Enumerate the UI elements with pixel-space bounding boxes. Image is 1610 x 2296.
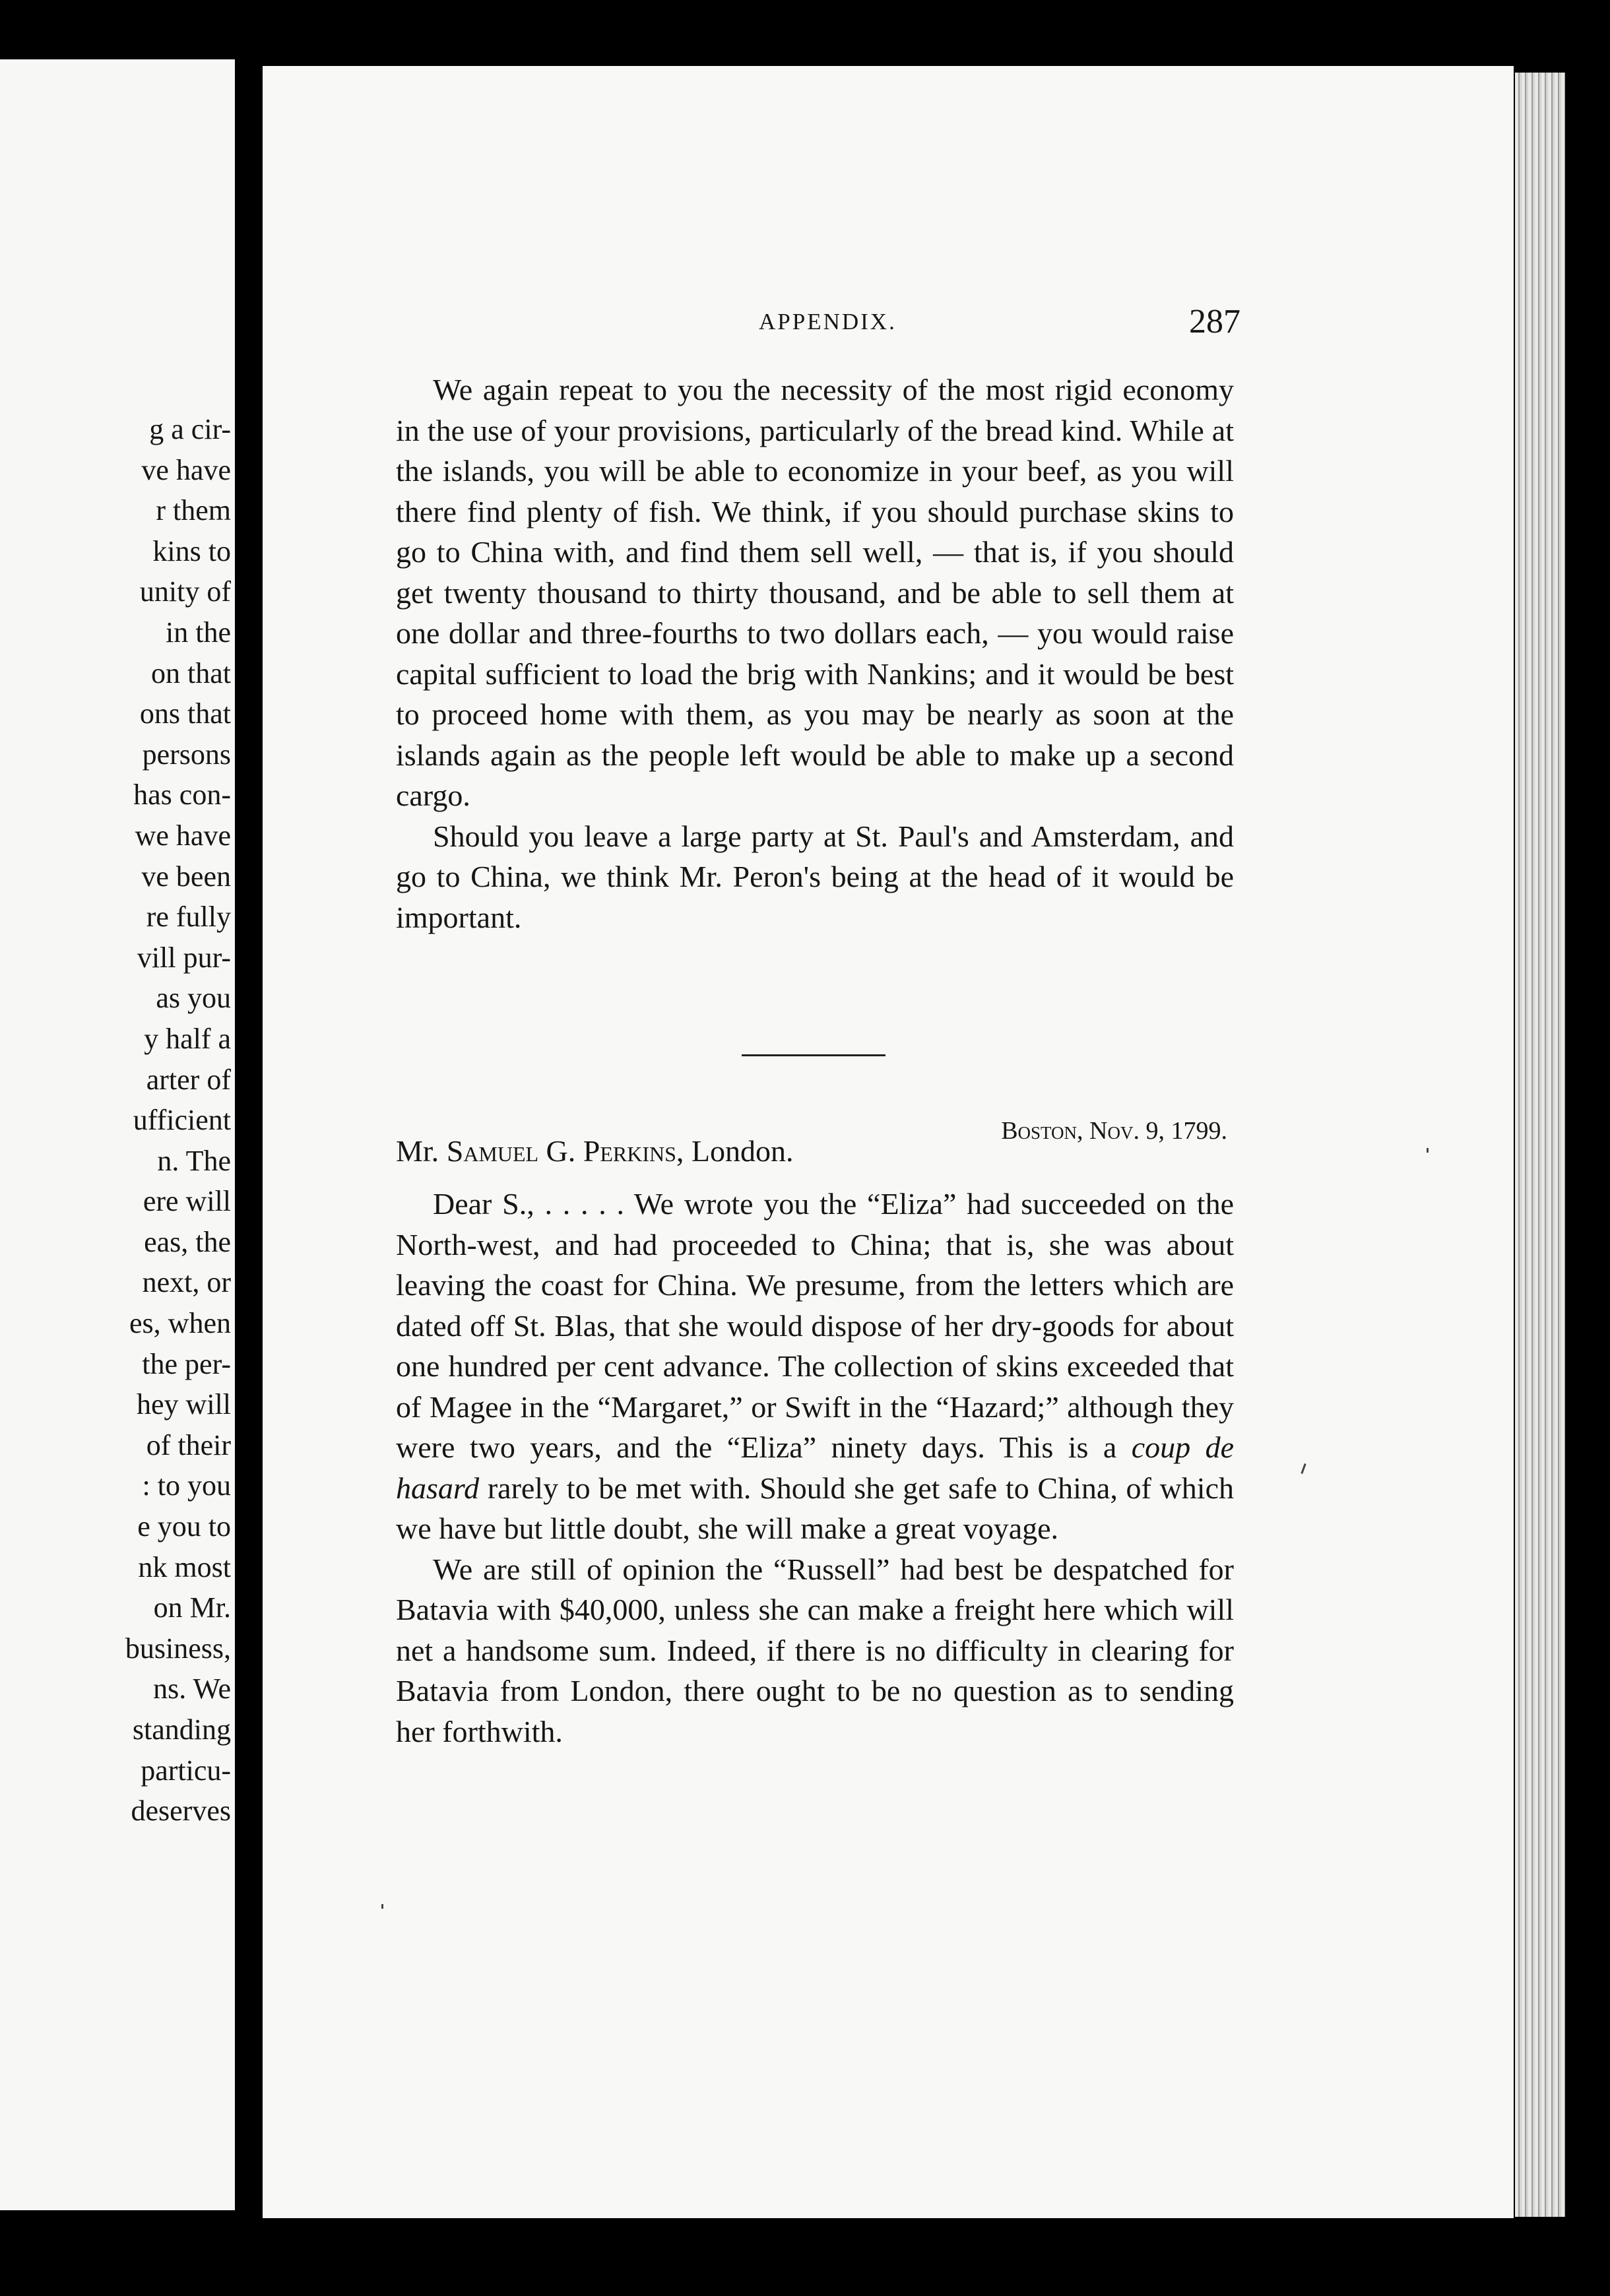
left-page-line: business, — [125, 1632, 231, 1665]
left-page-line: re fully — [146, 901, 231, 934]
first-letter-text — [396, 369, 1234, 938]
italic-phrase: coup de hasard — [396, 1430, 1234, 1505]
paragraph-text: Dear S., . . . . . We wrote you the “Eliza” had succeeded on the North-west, and had proceeded to China; that is, she was about leaving the coast for China. We presume, from the letters which are dated off St. Blas, that she would dispose of her dry-goods for about one hundred per cent advance. The collection of skins exceeded that of Magee in the “Margaret,” or Swift in the “Hazard;” although they were two years, and the “Eliza” ninety days. This is a — [396, 1187, 1234, 1464]
left-page-line: has con- — [133, 779, 231, 812]
left-page-line: on Mr. — [153, 1591, 231, 1624]
paragraph: We again repeat to you the necessity of the most rigid economy in the use of your provisions, particularly of the bread kind. While at the islands, you will be able to economize in your beef, as you will there find plenty of fish. We think, if you should purchase skins to go to China with, and find them sell well, — that is, if you should get twenty thousand to thirty thousand, and be able to sell them at one dollar and three-fourths to two dollars each, — you would raise capital sufficient to load the brig with Nankins; and it would be best to proceed home with them, as you may be nearly as soon at the islands again as the people left would be able to make up a second cargo. — [396, 373, 1234, 812]
left-page-line: n. The — [157, 1144, 231, 1177]
recipient-location: , London. — [676, 1134, 794, 1168]
left-page-line: g a cir- — [149, 413, 231, 445]
left-page-text-column — [13, 409, 231, 1832]
left-page-line: on that — [151, 656, 231, 689]
left-page-line: ere will — [143, 1185, 231, 1218]
left-page-line: of their — [146, 1428, 231, 1461]
left-page-line: in the — [166, 616, 231, 649]
left-page-line: deserves — [131, 1795, 231, 1828]
page-number: 287 — [1189, 303, 1240, 340]
letter-date: Boston, Nov. 9, 1799. — [1001, 1117, 1227, 1145]
left-page-line: y half a — [144, 1022, 231, 1055]
paper-speck — [381, 1904, 383, 1909]
paper-speck — [1427, 1148, 1429, 1153]
left-page-line: nk most — [138, 1550, 231, 1583]
left-page-line: as you — [156, 982, 231, 1015]
left-page-line: persons — [142, 738, 231, 771]
paragraph-text: rarely to be met with. Should she get safe to China, of which we have but little doubt, she will make a great voyage. — [396, 1471, 1234, 1545]
left-page-line: standing — [132, 1713, 231, 1746]
left-page-line: vill pur- — [137, 941, 231, 974]
left-page-line: kins to — [152, 534, 231, 567]
left-page-line: : to you — [142, 1469, 231, 1502]
second-letter-text — [396, 1184, 1234, 1752]
running-head — [389, 303, 1240, 348]
paragraph: Should you leave a large party at St. Paul's and Amsterdam, and go to China, we think Mr. Peron's being at the head of it would be important. — [396, 819, 1234, 934]
left-page-line: r them — [156, 494, 231, 527]
left-page-line: hey will — [137, 1388, 231, 1421]
paragraph — [396, 1184, 1234, 1549]
running-title: APPENDIX. — [759, 309, 897, 335]
left-page-line: eas, the — [144, 1225, 231, 1258]
left-page-line: arter of — [146, 1063, 231, 1096]
left-page-line: we have — [135, 819, 231, 852]
left-page-line: e you to — [137, 1510, 231, 1543]
left-page-line: unity of — [139, 575, 231, 608]
paragraph: We are still of opinion the “Russell” had best be despatched for Batavia with $40,000, unless she can make a freight here which will net a handsome sum. Indeed, if there is no difficulty in clearing for Batavia from London, there ought to be no question as to sending her forthwith. — [396, 1552, 1234, 1748]
page-edges — [1515, 73, 1565, 2217]
left-page-line: es, when — [129, 1307, 231, 1340]
left-page-line: ve have — [141, 453, 231, 486]
left-page-line: ve been — [141, 860, 231, 893]
recipient-name: Samuel G. Perkins — [446, 1134, 676, 1168]
left-page-line: next, or — [142, 1266, 231, 1299]
left-page-line: ns. We — [153, 1673, 231, 1706]
recipient-prefix: Mr. — [396, 1134, 447, 1168]
letter-recipient — [396, 1133, 794, 1168]
left-page-line: ufficient — [133, 1104, 231, 1137]
left-page-line: the per- — [142, 1347, 231, 1380]
section-divider — [742, 1054, 886, 1056]
left-page-line: particu- — [141, 1754, 231, 1787]
left-facing-page — [0, 59, 235, 2210]
left-page-line: ons that — [139, 697, 231, 730]
